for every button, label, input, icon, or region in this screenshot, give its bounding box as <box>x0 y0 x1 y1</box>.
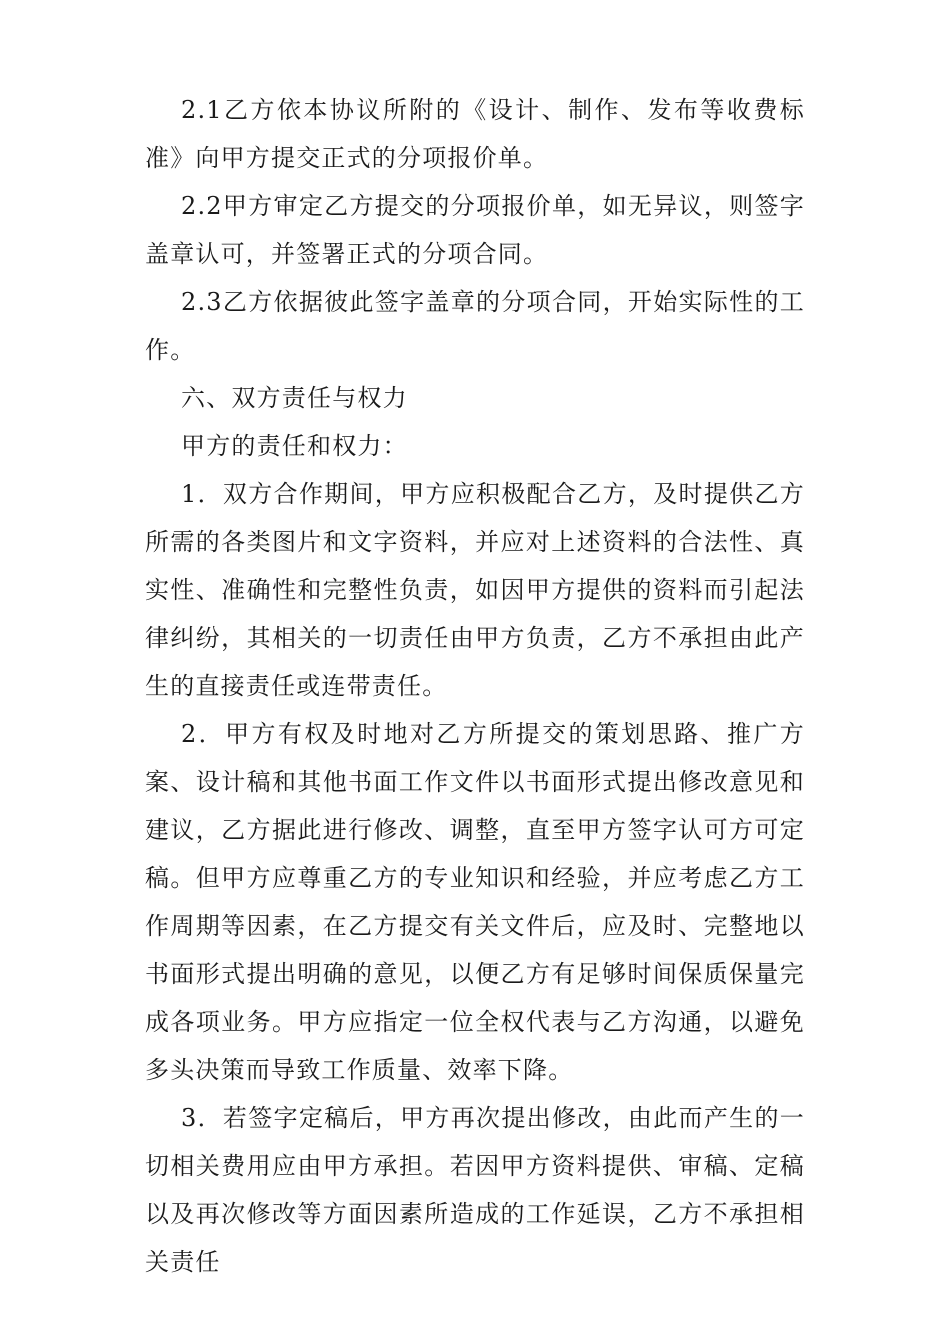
section-heading: 六、双方责任与权力 <box>181 384 408 412</box>
clause-1: 1．双方合作期间，甲方应积极配合乙方，及时提供乙方所需的各类图片和文字资料，并应对上述资料的合法性、真实性、准确性和完整性负责，如因甲方提供的资料而引起法律纠纷，其相关的一切责任由甲方负责，乙方不承担由此产生的直接责任或连带责任。 <box>145 480 805 700</box>
clause-2: 2．甲方有权及时地对乙方所提交的策划思路、推广方案、设计稿和其他书面工作文件以书面形式提出修改意见和建议，乙方据此进行修改、调整，直至甲方签字认可方可定稿。但甲方应尊重乙方的专业知识和经验，并应考虑乙方工作周期等因素，在乙方提交有关文件后，应及时、完整地以书面形式提出明确的意见，以便乙方有足够时间保质保量完成各项业务。甲方应指定一位全权代表与乙方沟通，以避免多头决策而导致工作质量、效率下降。 <box>145 720 805 1084</box>
document-body <box>145 86 805 1286</box>
clause-2-2: 2.2甲方审定乙方提交的分项报价单，如无异议，则签字盖章认可，并签署正式的分项合同。 <box>145 192 805 268</box>
clause-3: 3．若签字定稿后，甲方再次提出修改，由此而产生的一切相关费用应由甲方承担。若因甲方资料提供、审稿、定稿以及再次修改等方面因素所造成的工作延误，乙方不承担相关责任 <box>145 1104 805 1276</box>
clause-2-1: 2.1乙方依本协议所附的《设计、制作、发布等收费标准》向甲方提交正式的分项报价单。 <box>145 96 805 172</box>
subsection-heading: 甲方的责任和权力： <box>181 432 408 460</box>
clause-2-3: 2.3乙方依据彼此签字盖章的分项合同，开始实际性的工作。 <box>145 288 805 364</box>
